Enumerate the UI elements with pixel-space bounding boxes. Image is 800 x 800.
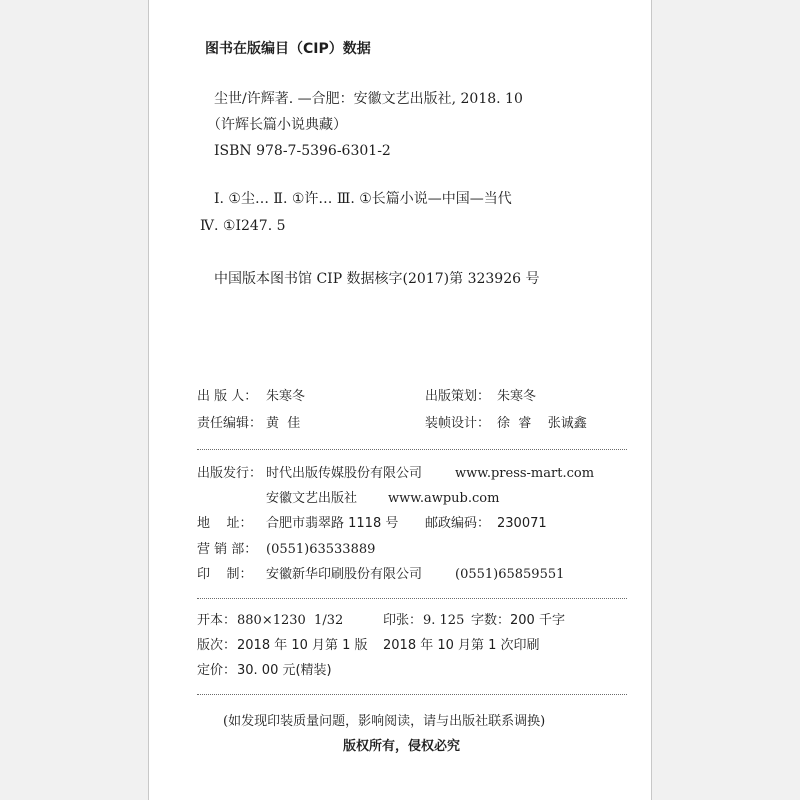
sales-label: 营 销 部： [197,542,258,557]
editor-value: 黄 佳 [266,416,301,431]
address-label: 地 址： [197,516,253,531]
distribution-company-1: 时代出版传媒股份有限公司 [266,466,423,481]
format-label: 开本： [197,613,237,628]
cip-library-number: 中国版本图书馆 CIP 数据核字(2017)第 323926 号 [214,271,540,287]
words-value: 200 千字 [510,613,565,628]
edition-label: 版次： [197,638,237,653]
price-label: 定价： [197,663,237,678]
divider [197,449,627,450]
planning-label: 出版策划： [425,389,491,404]
words-label: 字数： [471,613,511,628]
sales-value: (0551)63533889 [266,542,376,557]
print-phone: (0551)65859551 [455,567,565,582]
sheets-label: 印张： [383,613,423,628]
price-value: 30. 00 元(精装) [237,663,332,678]
rights-notice: 版权所有，侵权必究 [343,739,461,754]
cip-series-line: （许辉长篇小说典藏） [207,117,347,133]
edition-value: 2018 年 10 月第 1 版 [237,638,368,653]
cip-title-line: 尘世/许辉著. —合肥：安徽文艺出版社, 2018. 10 [214,91,523,107]
cip-classification-1: Ⅰ. ①尘… Ⅱ. ①许… Ⅲ. ①长篇小说—中国—当代 [214,191,512,207]
cip-isbn: ISBN 978-7-5396-6301-2 [214,143,391,159]
print-label: 印 制： [197,567,253,582]
postcode-value: 230071 [497,516,547,531]
planning-value: 朱寒冬 [497,389,537,404]
quality-notice: (如发现印装质量问题，影响阅读，请与出版社联系调换) [223,714,546,729]
print-value: 安徽新华印刷股份有限公司 [266,567,423,582]
design-label: 装帧设计： [425,416,491,431]
cip-heading: 图书在版编目（CIP）数据 [205,41,371,57]
address-value: 合肥市翡翠路 1118 号 [266,516,399,531]
publisher-label: 出 版 人： [197,389,258,404]
printing-value: 2018 年 10 月第 1 次印刷 [383,638,540,653]
divider [197,694,627,695]
cip-classification-2: Ⅳ. ①I247. 5 [200,218,286,234]
editor-label: 责任编辑： [197,416,263,431]
distribution-url-2: www.awpub.com [388,491,500,506]
sheets-value: 9. 125 [423,613,465,628]
divider [197,598,627,599]
distribution-company-2: 安徽文艺出版社 [266,491,358,506]
design-value: 徐 睿 张诚鑫 [497,416,587,431]
format-value: 880×1230 1/32 [237,613,344,628]
publisher-value: 朱寒冬 [266,389,306,404]
distribution-label: 出版发行： [197,466,263,481]
distribution-url-1: www.press-mart.com [455,466,595,481]
postcode-label: 邮政编码： [425,516,491,531]
